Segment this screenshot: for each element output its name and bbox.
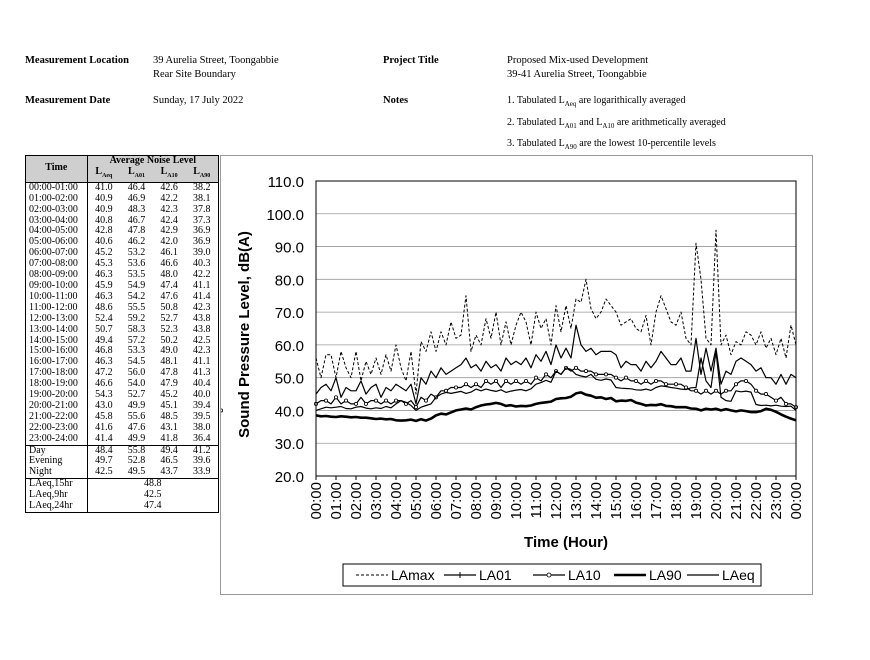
- x-tick-label: 06:00: [428, 482, 445, 520]
- series-la10-point: [384, 399, 387, 402]
- row-value: 54.5: [127, 356, 146, 368]
- row-value: 42.2: [185, 270, 218, 281]
- y-tick-label: 90.0: [274, 239, 304, 257]
- row-value: 49.4: [153, 445, 186, 456]
- x-tick-label: 17:00: [648, 482, 665, 520]
- row-value: 46.5: [160, 455, 178, 467]
- noise-level-table: [25, 155, 219, 513]
- note-1: 1. Tabulated $L_{Aeq}$ are logarithically averaged: [507, 95, 686, 108]
- x-tick-label: 05:00: [408, 482, 425, 520]
- series-lines: [221, 230, 798, 421]
- row-value: 54.2: [127, 290, 146, 302]
- row-value: 46.2: [127, 236, 146, 248]
- row-time: 06:00-07:00: [26, 248, 88, 259]
- row-value: 36.9: [185, 226, 218, 237]
- row-value: 42.3: [160, 203, 178, 215]
- hourly-row: [26, 205, 219, 216]
- row-value: 40.9: [95, 203, 113, 215]
- row-value: 42.9: [160, 225, 178, 237]
- row-value: 46.6: [95, 378, 113, 390]
- row-value: 53.6: [127, 258, 146, 270]
- row-value: 57.2: [127, 334, 146, 346]
- row-time: Night: [26, 467, 88, 478]
- x-tick-label: 11:00: [528, 482, 545, 519]
- grid-lines: [316, 181, 796, 476]
- row-value: 43.8: [185, 325, 218, 336]
- row-value: 45.9: [95, 279, 113, 291]
- legend-marker: [547, 573, 551, 577]
- series-la10-point: [754, 389, 757, 392]
- row-time: Day: [26, 445, 88, 456]
- periods-row: [26, 456, 219, 467]
- row-value: 46.3: [95, 290, 113, 302]
- col-header-aeq: $L_{Aeq}$: [87, 167, 120, 182]
- series-la10-point: [374, 399, 377, 402]
- row-time: 00:00-01:00: [26, 182, 88, 193]
- row-value: 49.5: [127, 466, 146, 478]
- series-la10-point: [604, 373, 607, 376]
- row-time: Evening: [26, 456, 88, 467]
- series-la10-point: [504, 379, 507, 382]
- legend-label-laeq: LAeq: [722, 567, 755, 583]
- measurement-date-value: Sunday, 17 July 2022: [153, 95, 244, 106]
- row-value: 53.2: [127, 247, 146, 259]
- project-title-label: Project Title: [383, 55, 439, 66]
- series-la10-point: [364, 402, 367, 405]
- row-value: 47.2: [95, 367, 113, 379]
- row-value: 46.9: [127, 192, 146, 204]
- x-tick-label: 14:00: [588, 482, 605, 520]
- summary-value: 47.4: [87, 501, 218, 512]
- series-la10-point: [744, 379, 747, 382]
- series-la10-point: [221, 409, 223, 412]
- row-value: 43.1: [160, 421, 178, 433]
- row-value: 46.1: [160, 247, 178, 259]
- row-value: 42.5: [95, 466, 113, 478]
- summary-label: LAeq,9hr: [26, 490, 88, 501]
- x-tick-label: 16:00: [628, 482, 645, 520]
- x-tick-label: 19:00: [688, 482, 705, 520]
- x-tick-label: 00:00: [308, 482, 325, 520]
- x-tick-label: 12:00: [548, 482, 565, 520]
- row-value: 42.8: [95, 225, 113, 237]
- row-value: 41.2: [185, 445, 218, 456]
- series-la10-point: [474, 383, 477, 386]
- notes-label: Notes: [383, 95, 409, 106]
- x-tick-label: 20:00: [708, 482, 725, 520]
- summary-value: 48.8: [87, 479, 218, 490]
- row-value: 41.4: [185, 292, 218, 303]
- col-header-a90: $L_{A90}$: [185, 167, 218, 182]
- row-value: 46.6: [160, 258, 178, 270]
- x-tick-label: 08:00: [468, 482, 485, 520]
- legend-label-la01: LA01: [479, 567, 512, 583]
- row-time: 15:00-16:00: [26, 346, 88, 357]
- row-time: 18:00-19:00: [26, 379, 88, 390]
- x-tick-label: 23:00: [768, 482, 785, 520]
- row-time: 07:00-08:00: [26, 259, 88, 270]
- row-value: 47.6: [127, 421, 146, 433]
- row-time: 08:00-09:00: [26, 270, 88, 281]
- y-tick-label: 100.0: [266, 206, 304, 224]
- row-value: 41.6: [95, 421, 113, 433]
- row-value: 48.6: [95, 301, 113, 313]
- series-la10-point: [704, 389, 707, 392]
- row-value: 53.3: [127, 345, 146, 357]
- series-la10-point: [544, 373, 547, 376]
- series-la10-point: [724, 389, 727, 392]
- row-value: 55.8: [120, 445, 153, 456]
- series-la10-point: [334, 396, 337, 399]
- row-value: 41.4: [95, 432, 113, 444]
- measurement-location-label: Measurement Location: [25, 55, 129, 66]
- series-la10-point: [394, 399, 397, 402]
- x-tick-labels: [308, 476, 805, 520]
- hourly-row: [26, 434, 219, 445]
- row-value: 40.8: [95, 214, 113, 226]
- row-value: 45.8: [95, 410, 113, 422]
- series-la10-point: [344, 399, 347, 402]
- row-value: 58.3: [127, 323, 146, 335]
- row-value: 39.5: [185, 412, 218, 423]
- legend-label-la10: LA10: [568, 567, 601, 583]
- row-value: 48.4: [87, 445, 120, 456]
- y-axis-label: Sound Pressure Level, dB(A): [236, 231, 253, 438]
- y-tick-label: 70.0: [274, 305, 304, 323]
- noise-chart-svg: [221, 156, 812, 594]
- row-value: 37.3: [185, 216, 218, 227]
- row-value: 52.4: [95, 312, 113, 324]
- summary-label: LAeq,24hr: [26, 501, 88, 512]
- hourly-row: [26, 194, 219, 205]
- series-la10-point: [634, 379, 637, 382]
- x-tick-label: 04:00: [388, 482, 405, 520]
- legend: [343, 564, 761, 586]
- row-value: 45.2: [95, 247, 113, 259]
- row-time: 05:00-06:00: [26, 237, 88, 248]
- y-tick-labels: [266, 174, 304, 486]
- noise-chart: [220, 155, 813, 595]
- notes-list: [507, 92, 726, 157]
- row-time: 03:00-04:00: [26, 216, 88, 227]
- row-value: 42.4: [160, 214, 178, 226]
- series-la10-point: [494, 379, 497, 382]
- row-value: 55.5: [127, 301, 146, 313]
- series-la10-point: [714, 389, 717, 392]
- row-value: 40.9: [95, 192, 113, 204]
- row-value: 45.2: [160, 389, 178, 401]
- row-value: 47.4: [160, 279, 178, 291]
- series-la10-point: [644, 379, 647, 382]
- row-time: 17:00-18:00: [26, 368, 88, 379]
- row-value: 42.3: [185, 346, 218, 357]
- x-tick-label: 18:00: [668, 482, 685, 520]
- row-value: 38.2: [185, 182, 218, 193]
- series-la10-point: [514, 379, 517, 382]
- y-tick-label: 40.0: [274, 403, 304, 421]
- summary-value: 42.5: [87, 490, 218, 501]
- row-value: 37.8: [185, 205, 218, 216]
- row-time: 16:00-17:00: [26, 357, 88, 368]
- x-tick-label: 22:00: [748, 482, 765, 520]
- row-value: 52.3: [160, 323, 178, 335]
- row-value: 40.0: [185, 390, 218, 401]
- row-value: 55.6: [127, 410, 146, 422]
- legend-label-lamax: LAmax: [391, 567, 435, 583]
- time-header: Time: [26, 156, 88, 183]
- series-la10-point: [484, 379, 487, 382]
- row-value: 54.0: [127, 378, 146, 390]
- row-time: 21:00-22:00: [26, 412, 88, 423]
- row-value: 47.6: [160, 290, 178, 302]
- row-value: 47.8: [160, 367, 178, 379]
- row-value: 46.3: [95, 269, 113, 281]
- row-value: 52.7: [160, 312, 178, 324]
- row-time: 23:00-24:00: [26, 434, 88, 445]
- series-la10-point: [324, 399, 327, 402]
- row-value: 42.0: [160, 236, 178, 248]
- periods-row: [26, 467, 219, 478]
- series-la10-point: [594, 373, 597, 376]
- row-time: 10:00-11:00: [26, 292, 88, 303]
- summary-label: LAeq,15hr: [26, 479, 88, 490]
- row-value: 46.7: [127, 214, 146, 226]
- project-title-line1: Proposed Mix-used Development: [507, 55, 649, 66]
- row-value: 49.4: [95, 334, 113, 346]
- measurement-location-line2: Rear Site Boundary: [153, 69, 236, 80]
- series-la10-point: [464, 383, 467, 386]
- legend-label-la90: LA90: [649, 567, 682, 583]
- row-value: 41.1: [185, 357, 218, 368]
- row-value: 48.1: [160, 356, 178, 368]
- row-time: 22:00-23:00: [26, 423, 88, 434]
- x-tick-label: 13:00: [568, 482, 585, 520]
- note-3: 3. Tabulated $L_{A90}$ are the lowest 10-percentile levels: [507, 138, 716, 151]
- row-value: 42.5: [185, 336, 218, 347]
- row-value: 40.6: [95, 236, 113, 248]
- series-la10-point: [674, 383, 677, 386]
- row-value: 50.8: [160, 301, 178, 313]
- series-la10-point: [624, 376, 627, 379]
- hourly-row: [26, 314, 219, 325]
- col-header-a10: $L_{A10}$: [153, 167, 186, 182]
- row-value: 39.6: [185, 456, 218, 467]
- project-title-line2: 39-41 Aurelia Street, Toongabbie: [507, 69, 647, 80]
- row-value: 45.1: [160, 399, 178, 411]
- row-value: 46.4: [127, 181, 146, 193]
- row-value: 42.2: [160, 192, 178, 204]
- y-tick-label: 80.0: [274, 272, 304, 290]
- row-time: 04:00-05:00: [26, 226, 88, 237]
- row-value: 43.8: [185, 314, 218, 325]
- series-la10-point: [664, 383, 667, 386]
- x-tick-label: 10:00: [508, 482, 525, 520]
- row-value: 52.8: [127, 455, 146, 467]
- measurement-date-label: Measurement Date: [25, 95, 111, 106]
- series-la10-point: [734, 383, 737, 386]
- x-tick-label: 01:00: [328, 482, 345, 520]
- row-value: 56.0: [127, 367, 146, 379]
- x-tick-label: 07:00: [448, 482, 465, 520]
- average-noise-level-header: Average Noise Level: [87, 156, 218, 167]
- row-time: 14:00-15:00: [26, 336, 88, 347]
- series-la10-line: [316, 368, 796, 407]
- row-time: 20:00-21:00: [26, 401, 88, 412]
- row-value: 50.7: [95, 323, 113, 335]
- y-tick-label: 30.0: [274, 436, 304, 454]
- row-value: 39.4: [185, 401, 218, 412]
- series-la10-point: [774, 399, 777, 402]
- row-time: 01:00-02:00: [26, 194, 88, 205]
- plot-area-frame: [316, 181, 796, 476]
- row-value: 54.9: [127, 279, 146, 291]
- x-tick-label: 21:00: [728, 482, 745, 520]
- row-value: 49.0: [160, 345, 178, 357]
- note-2: 2. Tabulated $L_{A01}$ and $L_{A10}$ are arithmetically averaged: [507, 116, 726, 130]
- row-value: 43.0: [95, 399, 113, 411]
- series-la10-point: [614, 376, 617, 379]
- row-value: 36.4: [185, 434, 218, 445]
- series-la10-point: [694, 389, 697, 392]
- row-value: 59.2: [127, 312, 146, 324]
- col-header-a01: $L_{A01}$: [120, 167, 153, 182]
- x-tick-label: 02:00: [348, 482, 365, 520]
- row-time: 19:00-20:00: [26, 390, 88, 401]
- row-value: 47.8: [127, 225, 146, 237]
- hourly-row: [26, 182, 219, 193]
- series-la10-point: [654, 379, 657, 382]
- row-value: 41.8: [160, 432, 178, 444]
- series-la10-point: [584, 370, 587, 373]
- row-value: 49.7: [95, 455, 113, 467]
- x-axis-label: Time (Hour): [524, 534, 608, 551]
- y-tick-label: 50.0: [274, 370, 304, 388]
- series-la10-point: [784, 402, 787, 405]
- row-value: 46.8: [95, 345, 113, 357]
- row-value: 33.9: [185, 467, 218, 478]
- row-time: 02:00-03:00: [26, 205, 88, 216]
- row-value: 39.0: [185, 248, 218, 259]
- row-value: 42.6: [160, 181, 178, 193]
- x-tick-label: 15:00: [608, 482, 625, 520]
- row-value: 41.0: [95, 181, 113, 193]
- hourly-row: [26, 325, 219, 336]
- row-value: 52.7: [127, 389, 146, 401]
- series-la10-point: [524, 379, 527, 382]
- row-value: 47.9: [160, 378, 178, 390]
- x-tick-label: 00:00: [788, 482, 805, 520]
- row-value: 48.3: [127, 203, 146, 215]
- row-value: 40.3: [185, 259, 218, 270]
- row-value: 42.3: [185, 303, 218, 314]
- y-tick-label: 110.0: [267, 174, 304, 191]
- row-value: 41.3: [185, 368, 218, 379]
- row-value: 38.1: [185, 194, 218, 205]
- summary-row: [26, 501, 219, 512]
- row-time: 09:00-10:00: [26, 281, 88, 292]
- row-value: 50.2: [160, 334, 178, 346]
- row-value: 49.9: [127, 432, 146, 444]
- y-tick-label: 20.0: [274, 469, 304, 486]
- measurement-location-line1: 39 Aurelia Street, Toongabbie: [153, 55, 279, 66]
- row-value: 48.0: [160, 269, 178, 281]
- row-value: 54.3: [95, 389, 113, 401]
- row-value: 49.9: [127, 399, 146, 411]
- x-tick-label: 09:00: [488, 482, 505, 520]
- row-value: 36.9: [185, 237, 218, 248]
- row-value: 38.0: [185, 423, 218, 434]
- x-tick-label: 03:00: [368, 482, 385, 520]
- row-value: 46.3: [95, 356, 113, 368]
- row-time: 12:00-13:00: [26, 314, 88, 325]
- row-value: 53.5: [127, 269, 146, 281]
- row-value: 45.3: [95, 258, 113, 270]
- series-la10-point: [574, 366, 577, 369]
- row-value: 43.7: [160, 466, 178, 478]
- row-value: 48.5: [160, 410, 178, 422]
- row-value: 40.4: [185, 379, 218, 390]
- series-la10-point: [534, 376, 537, 379]
- series-la10-point: [764, 392, 767, 395]
- row-value: 41.1: [185, 281, 218, 292]
- series-la10-point: [354, 402, 357, 405]
- series-la10-point: [454, 386, 457, 389]
- row-time: 11:00-12:00: [26, 303, 88, 314]
- row-time: 13:00-14:00: [26, 325, 88, 336]
- series-la10-point: [414, 406, 417, 409]
- series-la10-point: [424, 399, 427, 402]
- y-tick-label: 60.0: [274, 337, 304, 355]
